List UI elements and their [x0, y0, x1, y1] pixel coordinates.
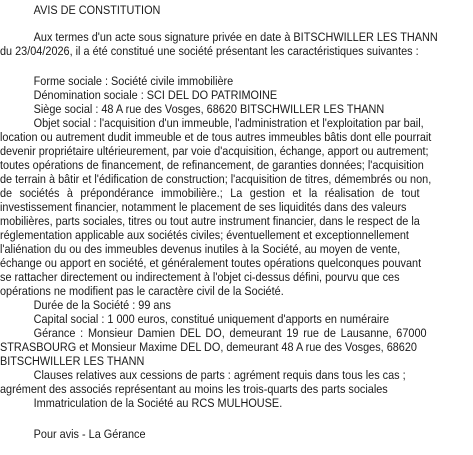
notice-line: Clauses relatives aux cessions de parts : agrément requis dans tous les cas ;: [33, 368, 406, 382]
notice-line: l'aliénation du ou des immeubles devenus inutiles à la Société, au moyen de vente,: [0, 242, 401, 256]
notice-signature: Pour avis - La Gérance: [33, 427, 146, 441]
notice-line: du 23/04/2026, il a été constitué une société présentant les caractéristiques suivantes :: [0, 44, 419, 58]
notice-line: opérations ne modifient pas le caractère civil de la Société.: [0, 284, 284, 298]
notice-line: Immatriculation de la Société au RCS MULHOUSE.: [33, 396, 283, 410]
notice-line: Objet social : l'acquisition d'un immeuble, l'administration et l'exploitation par bail,: [33, 116, 424, 130]
notice-line: Aux termes d'un acte sous signature privée en date à BITSCHWILLER LES THANN: [33, 30, 438, 44]
notice-line: Gérance : Monsieur Damien DEL DO, demeurant 19 rue de Lausanne, 67000: [33, 326, 427, 340]
notice-line: de terrain à bâtir et l'édification de construction; l'acquisition de titres, démembrés ou non,: [0, 172, 432, 186]
notice-line: STRASBOURG et Monsieur Maxime DEL DO, demeurant 48 A rue des Vosges, 68620: [0, 340, 417, 354]
notice-line: Forme sociale : Société civile immobilière: [33, 74, 234, 88]
notice-line: échange ou apport en société, et généralement toutes opérations quelconques pouvant: [0, 256, 422, 270]
notice-line: location ou autrement dudit immeuble et de tous autres immeubles bâtis dont elle pourrait: [0, 130, 432, 144]
notice-line: de sociétés à prépondérance immobilière.; La gestion et la réalisation de tout: [0, 186, 420, 200]
notice-line: devenir propriétaire ultérieurement, par voie d'acquisition, échange, apport ou autrement;: [0, 144, 429, 158]
notice-line: Siège social : 48 A rue des Vosges, 68620 BITSCHWILLER LES THANN: [33, 102, 385, 116]
notice-line: mobilières, parts sociales, titres ou tout autre instrument financier, dans le respect de la: [0, 214, 420, 228]
notice-line: toutes opérations de financement, de refinancement, de garanties données; l'acquisition: [0, 158, 424, 172]
notice-line: Dénomination sociale : SCI DEL DO PATRIMOINE: [33, 88, 278, 102]
notice-line: Capital social : 1 000 euros, constitué uniquement d'apports en numéraire: [33, 312, 390, 326]
notice-line: agrément des associés représentant au moins les trois-quarts des parts sociales: [0, 382, 388, 396]
notice-line: se rattacher directement ou indirectement à l'objet ci-dessus défini, pourvu que ces: [0, 270, 400, 284]
notice-line: investissement financier, notamment le placement de ses liquidités dans des valeurs: [0, 200, 407, 214]
notice-line: réglementation applicable aux sociétés civiles; éventuellement et exceptionnellement: [0, 228, 409, 242]
notice-line: BITSCHWILLER LES THANN: [0, 354, 145, 368]
notice-line: Durée de la Société : 99 ans: [33, 298, 171, 312]
notice-heading: AVIS DE CONSTITUTION: [33, 3, 161, 17]
